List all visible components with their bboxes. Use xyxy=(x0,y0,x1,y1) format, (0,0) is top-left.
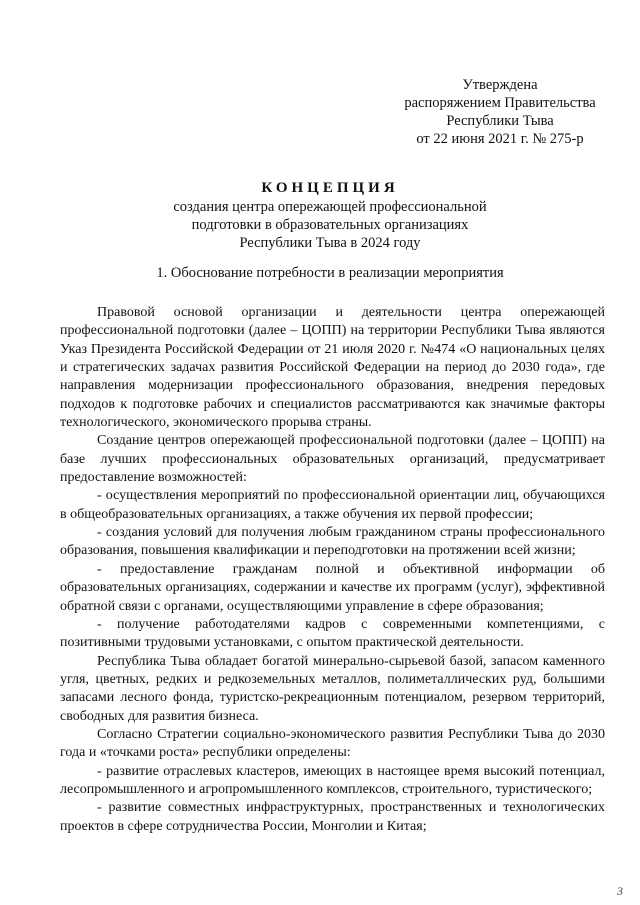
list-item-employers-staff: - получение работодателями кадров с современными компетенциями, с позитивными трудовыми установками, с опытом практической деятельности. xyxy=(60,616,605,651)
list-item-clusters: - развитие отраслевых кластеров, имеющих в настоящее время высокий потенциал, лесопромышленного и агропромышленного комплексов, строительного, туристического; xyxy=(60,763,605,797)
document-subtitle-line-3: Республики Тыва в 2024 году xyxy=(239,235,421,251)
approval-line-3: Республики Тыва xyxy=(446,113,554,129)
list-item-lifelong-education: - создания условий для получения любым гражданином страны профессионального образования, повышения квалификации и переподготовки на протяжении всей жизни; xyxy=(60,525,605,559)
approval-stamp xyxy=(380,76,620,148)
section-heading: 1. Обоснование потребности в реализации мероприятия xyxy=(156,265,504,281)
paragraph-legal-basis: Правовой основой организации и деятельности центра опережающей профессиональной подготовки (далее – ЦОПП) на территории Республики Тыва являются Указ Президента Российской Федерации от 21 июля 2020 г. №474 «О национальных целях и стратегических задачах развития Российской Федерации на период до 2030 года», где направления модернизации профессионального образования, внедрения передовых подходов к подготовке рабочих и специалистов рассматриваются как значимые факторы технологического, экономического прорыва страны. xyxy=(60,305,605,431)
approval-line-1: Утверждена xyxy=(462,77,538,93)
approval-line-4: от 22 июня 2021 г. № 275-р xyxy=(416,131,584,147)
paragraph-copp-creation: Создание центров опережающей профессиональной подготовки (далее – ЦОПП) на базе лучших профессиональных образовательных организаций, предусматривает предоставление возможностей: xyxy=(60,433,605,486)
approval-line-2: распоряжением Правительства xyxy=(404,95,596,111)
document-subtitle-line-2: подготовки в образовательных организациях xyxy=(191,217,469,233)
page-number: 3 xyxy=(617,884,623,898)
paragraph-resources: Республика Тыва обладает богатой минерально-сырьевой базой, запасом каменного угля, цветных, редких и редкоземельных металлов, полиметаллических руд, большими запасами лесного фонда, туристско-рекреационным потенциалом, резервом территорий, свободных для развития бизнеса. xyxy=(60,653,605,724)
list-item-career-guidance: - осуществления мероприятий по профессиональной ориентации лиц, обучающихся в общеобразовательных организациях, а также обучения их первой профессии; xyxy=(60,488,605,522)
document-title-block xyxy=(60,178,600,252)
paragraph-strategy: Согласно Стратегии социально-экономического развития Республики Тыва до 2030 года и «точками роста» республики определены: xyxy=(60,726,605,761)
document-subtitle-line-1: создания центра опережающей профессиональной xyxy=(173,199,487,215)
list-item-information-provision: - предоставление гражданам полной и объективной информации об образовательных организациях, содержании и качестве их программ (услуг), эффективной обратной связи с органами, осуществляющими управление в сфере образования; xyxy=(60,561,605,614)
document-body xyxy=(60,304,605,836)
document-title: КОНЦЕПЦИЯ xyxy=(261,180,399,196)
list-item-cooperation: - развитие совместных инфраструктурных, пространственных и технологических проектов в сфере сотрудничества России, Монголии и Китая; xyxy=(60,800,605,834)
